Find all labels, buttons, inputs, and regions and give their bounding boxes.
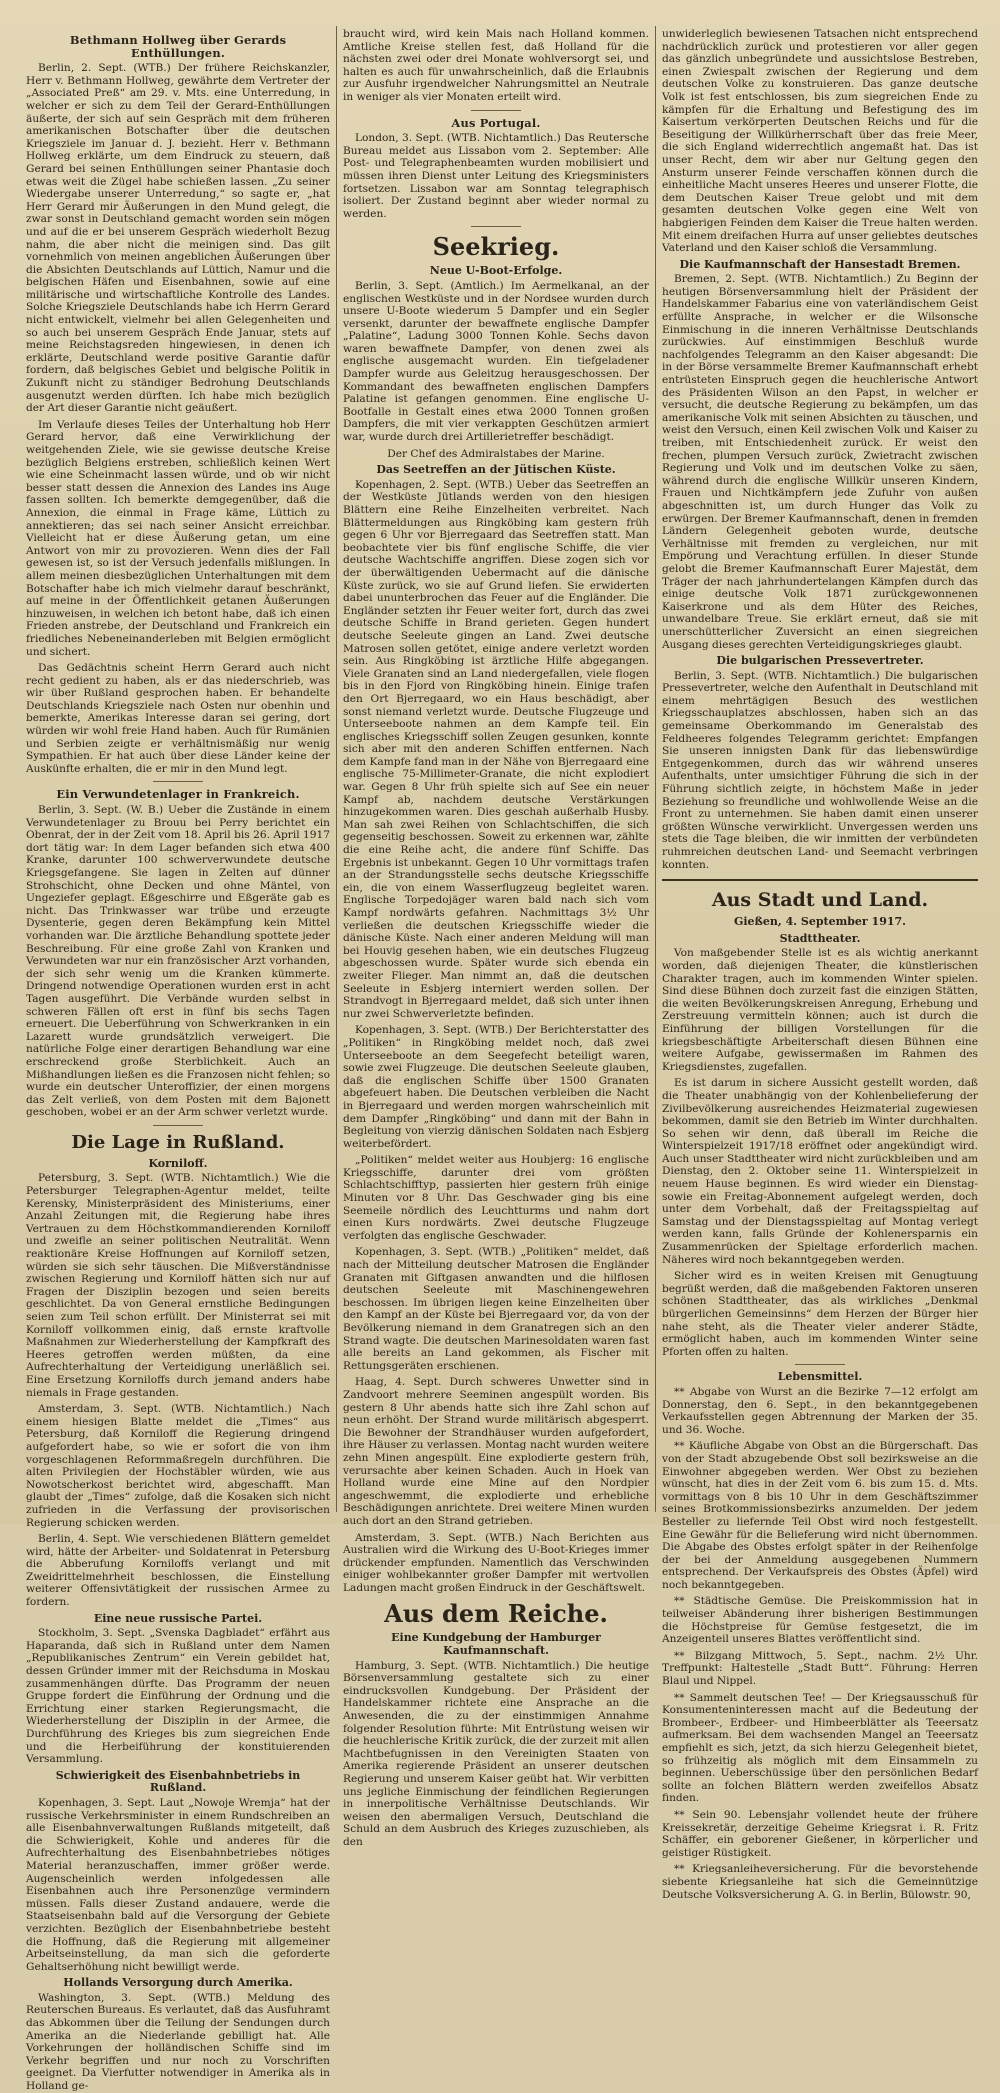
article-paragraph: Im Verlaufe dieses Teiles der Unterhaltung hob Herr Gerard hervor, daß eine Verwirklichung der weitgehenden Ziele, wie sie gewisse deutsche Kreise bezüglich Belgiens erstreben, schließlich keinen Wert wie eine Scheinmacht lassen würde, und ob wir nicht besser statt dessen die Annexion des Landes ins Auge fassen sollten. Ich bemerkte demgegenüber, daß die Annexion, die einmal in Frage käme, Lüttich zu annektieren; das sei nach seiner Ansicht erreichbar. Vielleicht hat er diese Äußerung getan, um eine Antwort von mir zu provozieren. Wenn dies der Fall gewesen ist, so ist der Versuch jedenfalls mißlungen. In allem meinen diesbezüglichen Unterhaltungen mit dem Botschafter habe ich mich vielmehr darauf beschränkt, auf meine in der Öffentlichkeit getanen Äußerungen hinzuweisen, in welchen ich betont habe, daß ich einen Frieden anstrebe, der Deutschland und Frankreich ein friedliches Nebeneinanderleben mit Belgien ermöglicht und sichert. [26,418,330,658]
article-subheading: Lebensmittel. [777,1370,863,1384]
article-paragraph: Washington, 3. Sept. (WTB.) Meldung des Reuterschen Bureaus. Es verlautet, daß das Ausfuhramt das Abkommen über die Teilung der Sendungen durch Amerika an die Niederlande gebilligt hat. Alle Vorkehrungen der holländischen Schiffe sind im Verkehr begriffen und nur noch zu Vorschriften geeignet. Da Vierfutter notwendiger in Amerika als in Holland ge- [26,1991,330,2093]
article-paragraph: braucht wird, wird kein Mais nach Holland kommen. Amtliche Kreise stellen fest, daß Holland für die nächsten zwei oder drei Monate wohlversorgt sei, und halten es auch für unwahrscheinlich, daß die Erlaubnis zur Ausfuhr irgendwelcher Nahrungsmittel an Neutrale in weniger als vier Monaten erteilt wird. [343,28,649,103]
article-paragraph: ** Sein 90. Lebensjahr vollendet heute der frühere Kreissekretär, derzeitige Geheime Kriegsrat i. R. Fritz Schäffer, ein geborener Gießener, in körperlicher und geistiger Rüstigkeit. [662,1808,978,1859]
article-paragraph: Kopenhagen, 3. Sept. (WTB.) „Politiken“ meldet, daß nach der Mitteilung deutscher Matrosen die Engländer Granaten mit Giftgasen anwandten und die hilflosen deutschen Seeleute mit Maschinengewehren beschossen. Im übrigen liegen keine Einzelheiten über den Kampf an der Küste bei Bjerregaard vor, da von der Bevölkerung niemand in dem Granatregen sich an den Strand wagte. Die deutschen Marinesoldaten waren fast alle bereits an Land gekommen, als Fischer mit Rettungsgeräten erschienen. [343,1246,649,1372]
dateline: Gießen, 4. September 1917. [733,915,906,929]
article-paragraph: Amsterdam, 3. Sept. (WTB. Nichtamtlich.) Nach einem hiesigen Blatte meldet die „Times“ aus Petersburg, daß Korniloff die Regierung dringend aufgefordert habe, so wie er sofort die von ihm vorgeschlagenen Reformmaßregeln durchführen. Die alten Privilegien der Hochstäbler würden, wie aus Nowotscherkost berichtet wird, abgeschafft. Man glaubt der „Times“ zufolge, daß die Kosaken sich nicht zufrieden in die Verfassung der provisorischen Regierung schicken werden. [26,1403,330,1529]
article-subheading: Die Kaufmannschaft der Hansestadt Bremen. [679,257,961,271]
article-paragraph: ** Städtische Gemüse. Die Preiskommission hat in teilweiser Abänderung ihrer bisherigen Bestimmungen die Höchstpreise für Gemüse festgesetzt, die im Anzeigenteil unseres Blattes veröffentlicht sind. [662,1595,978,1646]
column-rule [655,26,656,1512]
article-paragraph: Berlin, 3. Sept. (WTB. Nichtamtlich.) Die bulgarischen Pressevertreter, welche den Aufenthalt in Deutschland mit einem mehrtägigen Besuch des westlichen Kriegsschauplatzes abschlossen, haben sich an das gemeinsame Oberkommando im Generalstab des Feldheeres folgendes Telegramm gerichtet: Empfangen Sie unseren innigsten Dank für das liebenswürdige Entgegenkommen, durch das wir während unseres Aufenthalts, unter umsichtiger Führung die sich in der Führung sichtlich zeigte, in höchstem Maße in jeder Beziehung so freundliche und wohlwollende Weise an die Front zu unternehmen. Sie haben damit einen unserer größten Wünsche verwirklicht. Unvergessen werden uns stets die Tage bleiben, die wir inmitten der verbündeten ruhmreichen deutschen Land- und Seemacht verbringen konnten. [662,669,978,871]
article-paragraph: unwiderleglich bewiesenen Tatsachen nicht entsprechend nachdrücklich zurück und protestieren vor aller gegen das gänzlich unbegründete und aussichtslose Bestreben, einen Zwiespalt zwischen der Regierung und dem deutschen Volke zu konstruieren. Das ganze deutsche Volk ist fest entschlossen, bis zum siegreichen Ende zu kämpfen für die Erhaltung und Befestigung des im Kaisertum verkörperten Deutschen Reichs und für die Beseitigung der Willkürherrschaft über das freie Meer, die sich England widerrechtlich angemaßt hat. Das ist unser Recht, dem wir aber nur Geltung gegen den Ansturm unserer Feinde verschaffen können durch die einheitliche Macht unseres Heeres und unserer Flotte, die dem Deutschen Kaiser Treue gelobt und mit dem gesamten deutschen Volke gegen eine Welt von habgierigen Feinden dem Kaiser die Treue halten werden. Mit einem dreifachen Hurra auf unser geliebtes deutsches Vaterland und den Kaiser schloß die Versammlung. [662,28,978,255]
article-subheading: Schwierigkeit des Eisenbahnbetriebs in Rußland. [55,1768,301,1795]
divider [662,879,978,881]
article-subheading: Das Seetreffen an der Jütischen Küste. [376,463,616,477]
article-paragraph: Es ist darum in sichere Aussicht gestellt worden, daß die Theater unabhängig von der Kohlenbelieferung der Zivilbevölkerung ausreichendes Heizmaterial zugewiesen bekommen, damit sie den Betrieb im Winter durchhalten. So sehen wir denn, daß überall im Reiche die Winterspielzeit 1917/18 eröffnet oder angekündigt wird. Auch unser Stadttheater wird nicht zurückbleiben und am Dienstag, den 2. Oktober seine 11. Winterspielzeit in neuem Hause beginnen. Es wird wieder ein Dienstag- sowie ein Freitag-Abonnement aufgelegt werden, doch unter dem Vorbehalt, daß der Freitagsspieltag auf Samstag und der Dienstagsspieltag auf Montag verlegt werden kann, falls Gründe der Kohlenersparnis ein Zusammenrücken der Spieltage erforderlich machen. Näheres wird noch bekanntgegeben werden. [662,1077,978,1266]
article-paragraph: Kopenhagen, 3. Sept. Laut „Nowoje Wremja“ hat der russische Verkehrsminister in einem Rundschreiben an alle Eisenbahnverwaltungen Rußlands mitgeteilt, daß die Schwierigkeit, Kohle und anderes für die Aufrechterhaltung des Eisenbahnbetriebes nötiges Material heranzuschaffen, immer größer werde. Augenscheinlich werden infolgedessen alle Eisenbahnen auch ihre Personenzüge vermindern müssen. Falls dieser Zustand andauere, werde die Staatseisenbahn bald auf die Versorgung der Gebiete verzichten. Bezüglich der Eisenbahnbetriebe besteht die Hoffnung, daß die Regierung mit allgemeiner Arbeitseinstellung, da man sich die geforderte Gehaltserhöhung nicht bewilligt werde. [26,1796,330,1973]
article-subheading: Eine Kundgebung der Hamburger Kaufmannschaft. [391,1631,601,1658]
article-paragraph: Von maßgebender Stelle ist es als wichtig anerkannt worden, daß diejenigen Theater, die künstlerischen Charakter tragen, auch im kommenden Winter spielen. Sind diese Bühnen doch zurzeit fast die einzigen Stätten, die weiten Bevölkerungskreisen Anregung, Erhebung und Zerstreuung vermitteln können; auch ist durch die Einführung der billigen Vorstellungen für die kriegsbeschäftigte Arbeiterschaft diesen Bühnen eine weitere Aufgabe, gewissermaßen im Rahmen des Kriegsdienstes, zugefallen. [662,947,978,1073]
article-paragraph: ** Käufliche Abgabe von Obst an die Bürgerschaft. Das von der Stadt abzugebende Obst soll bezirksweise an die Einwohner abgegeben werden. Wer Obst zu beziehen wünscht, hat dies in der Zeit vom 6. bis zum 15. d. Mts. vormittags von 8 bis 10 Uhr in dem Geschäftszimmer seines Brotkommissionsbezirks anzumelden. Der jedem Besteller zu liefernde Teil Obst wird noch festgestellt. Eine Gewähr für die Belieferung wird nicht übernommen. Die Abgabe des Obstes erfolgt später in der Reihenfolge der bei der Anmeldung ausgegebenen Nummern entsprechend. Der Verkaufspreis des Obstes (Äpfel) wird noch bekanntgegeben. [662,1440,978,1591]
column-2 [343,28,649,1848]
divider [471,110,521,111]
article-paragraph: London, 3. Sept. (WTB. Nichtamtlich.) Das Reutersche Bureau meldet aus Lissabon vom 2. September: Alle Post- und Telegraphenbeamten wurden mobilisiert und müssen ihren Dienst unter Leitung des Kriegsministers fortsetzen. Lissabon war am Sonntag telegraphisch isoliert. Der Zustand beginnt aber wieder normal zu werden. [343,132,649,220]
column-1 [26,28,330,2093]
article-subheading: Hollands Versorgung durch Amerika. [63,1976,293,1990]
article-paragraph: Petersburg, 3. Sept. (WTB. Nichtamtlich.) Wie die Petersburger Telegraphen-Agentur meldet, teilte Kerensky, Ministerpräsident des Ministeriums, einer Anzahl Zeitungen mit, die Regierung habe ihres Vertrauen zu dem Höchstkommandierenden Korniloff und zweifle an seiner politischen Neutralität. Wenn reaktionäre Kreise Hoffnungen auf Korniloff setzen, würden sie sich sehr täuschen. Die Mißverständnisse zwischen Regierung und Korniloff hätten sich nur auf Fragen der Disziplin bezogen und seien bereits geschlichtet. Da von General ernstliche Bedingungen seien zum Teil schon erfüllt. Der Ministerrat sei mit Korniloff vollkommen einig, daß ernste kraftvolle Maßnahmen zur Wiederherstellung der Kampfkraft des Heeres getroffen werden müßten, da eine Aufrechterhaltung der Verteidigung unerläßlich sei. Eine Ersetzung Korniloffs durch jemand anders habe niemals in Frage gestanden. [26,1172,330,1399]
article-subheading: Korniloff. [148,1156,208,1170]
article-paragraph: Berlin, 2. Sept. (WTB.) Der frühere Reichskanzler, Herr v. Bethmann Hollweg, gewährte dem Vertreter der „Associated Preß“ am 29. v. Mts. eine Unterredung, in welcher er sich zu dem Teil der Gerard-Enthüllungen äußerte, der sich auf sein Gespräch mit dem früheren amerikanischen Botschafter über die deutschen Kriegsziele im Januar d. J. bezieht. Herr v. Bethmann Hollweg erklärte, um dem Eindruck zu steuern, daß Gerard bei seinen Enthüllungen seiner Phantasie doch etwas weit die Zügel habe schießen lassen. „Zu seiner Wiedergabe unserer Unterredung,“ so sagte er, „hat Herr Gerard mir Äußerungen in den Mund gelegt, die zwar sonst in Deutschland gemacht worden sein mögen und auf die er bei unserem Gespräch wiederholt Bezug nahm, die aber nicht die meinigen sind. Das gilt vornehmlich von meinen angeblichen Äußerungen über die Absichten Deutschlands auf Lüttich, Namur und die belgischen Häfen und Eisenbahnen, sowie auf eine militärische und wirtschaftliche Kontrolle des Landes. Solche Kriegsziele Deutschlands habe ich Herrn Gerard nicht entwickelt, vielmehr bei allen Gelegenheiten und so auch bei unserem Gespräch Ende Januar, stets auf meine Reichstagsreden hingewiesen, in denen ich erklärte, Deutschland werde positive Garantie dafür fordern, daß belgisches Gebiet und belgische Politik in Zukunft nicht zu ständiger Bedrohung Deutschlands ausgenutzt werden dürften. Ich habe mich bezüglich der Art dieser Garantie nicht geäußert. [26,62,330,415]
article-paragraph: Berlin, 3. Sept. (Amtlich.) Im Aermelkanal, an der englischen Westküste und in der Nordsee wurden durch unsere U-Boote wiederum 5 Dampfer und ein Segler versenkt, darunter der bewaffnete englische Dampfer „Palatine“, Ladung 3000 Tonnen Kohle. Sechs davon waren bewaffnete Dampfer, von denen zwei als englische ausgemacht wurden. Ein tiefgeladener Dampfer wurde aus Geleitzug herausgeschossen. Der Kommandant des bewaffneten englischen Dampfers Palatine ist gefangen genommen. Eine englische U-Bootfalle in Gestalt eines etwa 2000 Tonnen großen Dampfers, die mit vier verkappten Geschützen armiert war, wurde durch drei Artillerietreffer beschädigt. [343,279,649,444]
divider [153,1125,203,1126]
article-subheading: Die bulgarischen Pressevertreter. [716,654,924,668]
article-paragraph: Bremen, 2. Sept. (WTB. Nichtamtlich.) Zu Beginn der heutigen Börsenversammlung hielt der Präsident der Handelskammer Fabarius eine von vaterländischem Geist erfüllte Ansprache, in welcher er die Wilsonsche Einmischung in die inneren Verhältnisse Deutschlands zurückwies. Auf einstimmigen Beschluß wurde nachfolgendes Telegramm an den Kaiser abgesandt: Die in der Börse versammelte Bremer Kaufmannschaft erhebt entrüsteten Einspruch gegen die heuchlerische Antwort des Präsidenten Wilson an den Papst, in welcher er versucht, die deutsche Regierung zu bekämpfen, um das amerikanische Volk mit seinen Absichten zu täuschen, und weist den Versuch, einen Keil zwischen Volk und Kaiser zu treiben, mit Entschiedenheit zurück. Er weist den frechen, plumpen Versuch zurück, Zwietracht zwischen Regierung und Volk und im deutschen Volke zu säen, während durch die englische Willkür unseren Kindern, Frauen und Nichtkämpfern jede Zufuhr von außen abgeschnitten ist, um durch Hunger das Volk zu erwürgen. Der Bremer Kaufmannschaft, denen in fremden Ländern Gelegenheit geboten wurde, deutsche Verhältnisse mit fremden zu vergleichen, nur mit Empörung und Verachtung erfüllen. In dieser Stunde gelobt die Bremer Kaufmannschaft Eurer Majestät, dem Träger der nach jahrhundertelangen Kämpfen durch das einige deutsche Volk 1871 zurückgewonnenen Kaiserkrone und als dem Hüter des Reiches, unwandelbare Treue. Sie erklärt erneut, daß sie mit unerschütterlicher Zuversicht an einen siegreichen Ausgang dieses gerechten Verteidigungskrieges glaubt. [662,273,978,651]
article-paragraph: Amsterdam, 3. Sept. (WTB.) Nach Berichten aus Australien wird die Wirkung des U-Boot-Krieges immer drückender empfunden. Namentlich das Verschwinden einiger wohlbekannter großer Dampfer mit wertvollen Ladungen macht großen Eindruck in der Geschäftswelt. [343,1531,649,1594]
article-paragraph: Berlin, 3. Sept. (W. B.) Ueber die Zustände in einem Verwundetenlager zu Brouu bei Perry berichtet ein Obenrat, der in der Zeit vom 18. April bis 26. April 1917 dort tätig war: In dem Lager befanden sich etwa 400 Kranke, darunter 100 schwerverwundete deutsche Kriegsgefangene. Sie lagen in Zelten auf dünner Strohschicht, ohne Decken und ohne Mäntel, von Ungeziefer geplagt. Eßgeschirre und Eßgeräte gab es nicht. Das Trinkwasser war trübe und erzeugte Dysenterie, gegen deren Bekämpfung kein Mittel vorhanden war. Die ärztliche Behandlung spottete jeder Beschreibung. Für eine große Zahl von Kranken und Verwundeten war nur ein französischer Arzt vorhanden, der sich sehr wenig um die Kranken kümmerte. Dringend notwendige Operationen wurden erst in acht Tagen ausgeführt. Die Verbände wurden selbst in schweren Fällen oft erst in fünf bis sechs Tagen erneuert. Die Ueberführung von Schwerkranken in ein Lazarett wurde grundsätzlich verweigert. Die natürliche Folge einer derartigen Behandlung war eine erschreckend große Sterblichkeit. Auch an Mißhandlungen ließen es die Franzosen nicht fehlen; so wurde ein deutscher Unteroffizier, der einen morgens das Zelt verließ, von dem Posten mit dem Bajonett geschoben, wobei er an der Arm schwer verletzt wurde. [26,804,330,1119]
article-subheading: Neue U-Boot-Erfolge. [429,264,563,278]
article-heading: Bethmann Hollweg über Gerards Enthüllungen. [69,33,287,60]
article-paragraph: Haag, 4. Sept. Durch schweres Unwetter sind in Zandvoort mehrere Seeminen angespült worden. Bis gestern 8 Uhr abends hatte sich ihre Zahl schon auf neun erhöht. Der Strand wurde militärisch abgesperrt. Die Bewohner der Strandhäuser wurden aufgefordert, ihre Häuser zu verlassen. Montag nacht wurden weitere zehn Minen angespült. Eine explodierte gestern früh, verursachte aber keinen Schaden. Auch in Hoek van Holland wurde eine Mine auf den Nordpier angeschwemmt, die explodierte und erhebliche Beschädigungen anrichtete. Drei weitere Minen wurden auch dort an den Strand getrieben. [343,1376,649,1527]
article-paragraph: ** Sammelt deutschen Tee! — Der Kriegsausschuß für Konsumenteninteressen macht auf die Bedeutung der Brombeer-, Erdbeer- und Himbeerblätter als Teeersatz aufmerksam. Bei dem wachsenden Mangel an Teeersatz empfiehlt es sich, jetzt, da sich hierzu Gelegenheit bietet, so frühzeitig als möglich mit dem Einsammeln zu beginnen. Ueberschüssige über den persönlichen Bedarf sollte an folchen Blättern werden zweifellos Absatz finden. [662,1691,978,1805]
article-heading: Ein Verwundetenlager in Frankreich. [56,787,300,802]
article-paragraph: Hamburg, 3. Sept. (WTB. Nichtamtlich.) Die heutige Börsenversammlung gestaltete sich zu einer eindrucksvollen Kundgebung. Der Präsident der Handelskammer richtete eine Ansprache an die Anwesenden, die zu der einstimmigen Annahme folgender Resolution führte: Mit Entrüstung weisen wir die heuchlerische Kritik zurück, die der zurzeit mit allen Machtbefugnissen in den Vereinigten Staaten von Amerika regierende Präsident an unserer deutschen Regierung und unserem Kaiser geübt hat. Wir verbitten uns jegliche Einmischung der feindlichen Regierungen in innerpolitische Verhältnisse Deutschlands. Wir weisen den abermaligen Versuch, Deutschland die Schuld an dem Ausbruch des Krieges zuzuschieben, als den [343,1659,649,1848]
divider [153,781,203,782]
section-heading: Aus dem Reiche. [384,1599,608,1629]
article-paragraph: Kopenhagen, 3. Sept. (WTB.) Der Berichterstatter des „Politiken“ in Ringköbing meldet noch, daß zwei Unterseeboote an dem Seegefecht beteiligt waren, sowie zwei Flugzeuge. Die deutschen Seeleute glauben, daß die englischen Schiffe über 1500 Granaten abgefeuert haben. Die Deutschen verbleiben die Nacht in Bjerregaard und werden morgen wahrscheinlich mit dem Dampfer „Ringköbing“ und dann mit der Bahn in Begleitung von vierzig dänischen Soldaten nach Esbjerg weiterbefördert. [343,1024,649,1150]
section-heading: Aus Stadt und Land. [711,889,929,912]
article-paragraph: ** Kriegsanleiheversicherung. Für die bevorstehende siebente Kriegsanleihe hat sich die Gemeinnützige Deutsche Volksversicherung A. G. in Berlin, Bülowstr. 90, [662,1863,978,1901]
column-rule [336,26,337,1512]
article-subheading: Eine neue russische Partei. [93,1611,263,1625]
divider [471,226,521,227]
signature: Der Chef des Admiralstabes der Marine. [387,447,605,460]
article-paragraph: ** Bilzgang Mittwoch, 5. Sept., nachm. 2½ Uhr. Treffpunkt: Haltestelle „Stadt Butt“. Führung: Herren Blaul und Nippel. [662,1649,978,1688]
divider [795,1364,845,1365]
article-paragraph: Stockholm, 3. Sept. „Svenska Dagbladet“ erfährt aus Haparanda, daß sich in Rußland unter dem Namen „Republikanisches Zentrum“ ein Verein gebildet hat, dessen Gründer immer mit der Reichsduma in Moskau zusammenhängen dürfte. Das Programm der neuen Gruppe fordert die Einführung der Ordnung und die Errichtung einer starken Regierungsmacht, die Wiederherstellung der Disziplin in der Armee, die Durchführung des Krieges bis zum siegreichen Ende und die Herbeiführung der konstituierenden Versammlung. [26,1627,330,1766]
article-paragraph: ** Abgabe von Wurst an die Bezirke 7—12 erfolgt am Donnerstag, den 6. Sept., in den bekanntgegebenen Verkaufsstellen gegen Abtrennung der Marken der 35. und 36. Woche. [662,1385,978,1436]
article-paragraph: „Politiken“ meldet weiter aus Houbjerg: 16 englische Kriegsschiffe, darunter drei vom größten Schlachtschifftyp, passierten hier gestern früh einige Minuten vor 8 Uhr. Das Geschwader ging bis eine Seemeile nördlich des Leuchtturms und nahm dort einen Kurs nordwärts. Zwei deutsche Flugzeuge verfolgten das englische Geschwader. [343,1154,649,1242]
column-3 [662,28,978,1901]
article-paragraph: Das Gedächtnis scheint Herrn Gerard auch nicht recht gedient zu haben, als er das niederschrieb, was wir über Rußland gesprochen haben. Er behandelte Deutschlands Kriegsziele nach Osten nur obenhin und bemerkte, Amerikas Interesse daran sei gering, dort würden wir wohl freie Hand haben. Auch für Rumänien und Serbien zeigte er verhältnismäßig nur wenig Sympathien. Er hat auch über diese Länder keine der Auskünfte erhalten, die er mir in den Mund legt. [26,662,330,775]
article-heading: Aus Portugal. [451,115,541,130]
section-heading: Seekrieg. [432,232,560,262]
article-paragraph: Berlin, 4. Sept. Wie verschiedenen Blättern gemeldet wird, hätte der Arbeiter- und Soldatenrat in Petersburg die Abberufung Korniloffs verlangt und mit Zweidrittelmehrheit beschlossen, die Einstellung weiterer Offensivtätigkeit der russischen Armee zu fordern. [26,1533,330,1609]
article-paragraph: Sicher wird es in weiten Kreisen mit Genugtuung begrüßt werden, daß die maßgebenden Faktoren unseren schönen Stadttheater, das als wirkliches „Denkmal bürgerlichen Gemeinsinns“ dem Herzen der Bürger hier nahe steht, als die Theater vieler anderer Städte, ermöglicht haben, auch im kommenden Winter seine Pforten offen zu halten. [662,1270,978,1358]
article-paragraph: Kopenhagen, 2. Sept. (WTB.) Ueber das Seetreffen an der Westküste Jütlands werden von den hiesigen Blättern eine Reihe Einzelheiten verbreitet. Nach Blättermeldungen aus Ringköbing kam gestern früh gegen 6 Uhr vor Bjerregaard das Seetreffen statt. Man beobachtete vier bis fünf englische Schiffe, die vier deutsche Wachtschiffe angriffen. Diese zogen sich vor der überwältigenden Uebermacht auf die dänische Küste zurück, wo sie auf Grund liefen. Sie erwiderten dabei ununterbrochen das Feuer auf die Engländer. Die Engländer setzten ihr Feuer weiter fort, durch das zwei deutsche Schiffe in Brand gerieten. Gegen hundert deutsche Seeleute gingen an Land. Zwei deutsche Matrosen sollen getötet, einige andere verletzt worden sein. Aus Ringköbing ist ärztliche Hilfe abgegangen. Viele Granaten sind an Land niedergefallen, viele flogen bis in den Fjord von Ringköbing hinein. Einige trafen den Ort Bjerregaard, wo ein Haus beschädigt, aber sonst niemand verletzt wurde. Deutsche Flugzeuge und Unterseeboote nahmen an dem Kampfe teil. Ein englisches Kriegsschiff sollen Zeugen gesunken, konnte sich aber mit den anderen Schiffen entfernen. Nach dem Kampfe fand man in der Nähe von Bjerregaard eine englische 75-Millimeter-Granate, die nicht explodiert war. Gegen 8 Uhr früh spielte sich auf See ein neuer Kampf ab, nachdem deutsche Verstärkungen hinzugekommen waren. Dies geschah außerhalb Husby. Man sah zwei Reihen von Schlachtschiffen, die sich gegenseitig beschossen. Soweit zu erkennen war, zählte die eine Reihe acht, die andere fünf Schiffe. Das Ergebnis ist unbekannt. Gegen 10 Uhr vormittags trafen an der Strandungsstelle sechs deutsche Kriegsschiffe ein, die von einem Wasserflugzeug begleitet waren. Englische Torpedojäger waren bald nach sich vom Kampf nordwärts gefahren. Nachmittags 3½ Uhr verließen die deutschen Kriegsschiffe wieder die dänische Küste. Nach einer anderen Meldung will man bei Houvig gesehen haben, wie ein deutsches Flugzeug abgeschossen wurde. Später wurde sich ebenda ein zweiter Flieger. Man nimmt an, daß die deutschen Seeleute in Esbjerg interniert werden sollen. Der Strandvogt in Bjerregaard meldet, daß sich unter ihnen nur zwei Schwerverletzte befinden. [343,478,649,1020]
article-subheading: Stadttheater. [779,931,861,945]
section-heading: Die Lage in Rußland. [71,1131,285,1153]
